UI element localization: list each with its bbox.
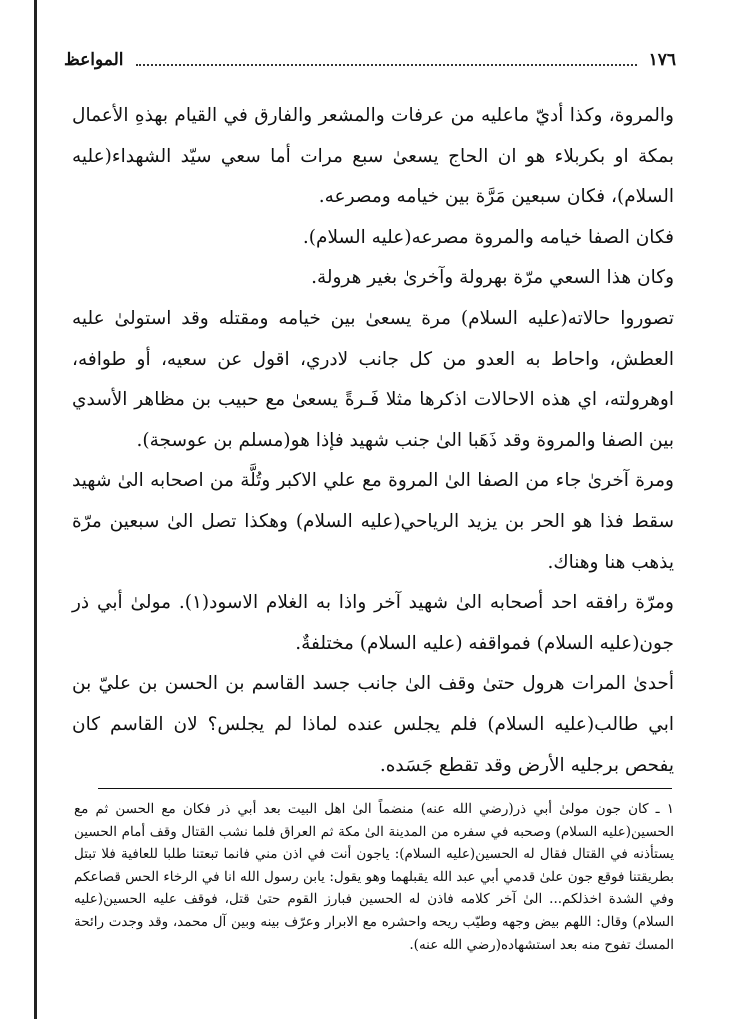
- paragraph: ومرّة رافقه احد أصحابه الىٰ شهيد آخر واذا به الغلام الاسود(١). مولىٰ أبي ذر جون(عليه السلام) فمواقفه (عليه السلام) مختلفةٌ.: [72, 592, 674, 654]
- footnote-separator: [98, 788, 672, 789]
- footnote-1: ١ ـ كان جون مولىٰ أبي ذر(رضي الله عنه) منضماً الىٰ اهل البيت بعد أبي ذر فكان مع الحسن ثم مع الحسين(عليه السلام) وصحبه في سفره من المدينة الىٰ مكة ثم العراق فلما نشب القتال وقف أمام الحسين يستأذنه في القتال فقال له الحسين(عليه السلام): ياجون أنت في اذن مني فانما تبعتنا طلبا للعافية فلا تبتل بطريقتنا فوقع جون علىٰ قدمي أبي عبد الله يقبلهما وهو يقول: يابن رسول الله انا في الرخاء الحس قصاعكم وفي الشدة اخذلكم... الىٰ آخر كلامه فاذن له الحسين فبارز القوم حتىٰ قتل، فوقف عليه الحسين(عليه السلام) وقال: اللهم بيض وجهه وطيّب ريحه واحشره مع الابرار وعرّف بينه وبين آل محمد، وقد وجدت رائحة المسك تفوح منه بعد استشهاده(رضي الله عنه).: [74, 801, 674, 953]
- running-header: [64, 44, 676, 76]
- paragraph: أحدىٰ المرات هرول حتىٰ وقف الىٰ جانب جسد القاسم بن الحسن بن عليّ بن ابي طالب(عليه السلام) فلم يجلس عنده لماذا لم يجلس؟ لان القاسم كان يفحص برجليه الأرض وقد تقطع جَسَده.: [72, 673, 674, 776]
- page-edge-line: [34, 0, 37, 1019]
- running-title: المواعظ: [64, 50, 124, 70]
- page-number: ١٧٦: [648, 50, 676, 70]
- body-text: [72, 96, 674, 786]
- paragraph: والمروة، وكذا أديّ ماعليه من عرفات والمشعر والفارق في القيام بهذهِ الأعمال بمكة او بكربلاء هو ان الحاج يسعىٰ سبع مرات أما سعي سيّد الشهداء(عليه السلام)، فكان سبعين مَرَّة بين خيامه ومصرعه.: [72, 105, 674, 208]
- paragraph: ومرة آخرىٰ جاء من الصفا الىٰ المروة مع علي الاكبر وتُلَّة من اصحابه الىٰ شهيد سقط فذا هو الحر بن يزيد الرياحي(عليه السلام) وهكذا تصل الىٰ سبعين مرّة يذهب هنا وهناك.: [72, 470, 674, 573]
- header-dot-leader: [136, 64, 637, 66]
- paragraph: تصوروا حالاته(عليه السلام) مرة يسعىٰ بين خيامه ومقتله وقد استولىٰ عليه العطش، واحاط به العدو من كل جانب لادري، اقول عن سعيه، أو طوافه، اوهرولته، اي هذه الاحالات اذكرها مثلا فَـرةً يسعىٰ مع حبيب بن مظاهر الأسدي بين الصفا والمروة وقد ذَهَبا الىٰ جنب شهيد فإذا هو(مسلم بن عوسجة).: [72, 307, 674, 451]
- footnotes: [74, 798, 674, 956]
- paragraph: وكان هذا السعي مرّة بهرولة وآخرىٰ بغير هرولة.: [311, 267, 674, 289]
- paragraph: فكان الصفا خيامه والمروة مصرعه(عليه السلام).: [302, 226, 674, 248]
